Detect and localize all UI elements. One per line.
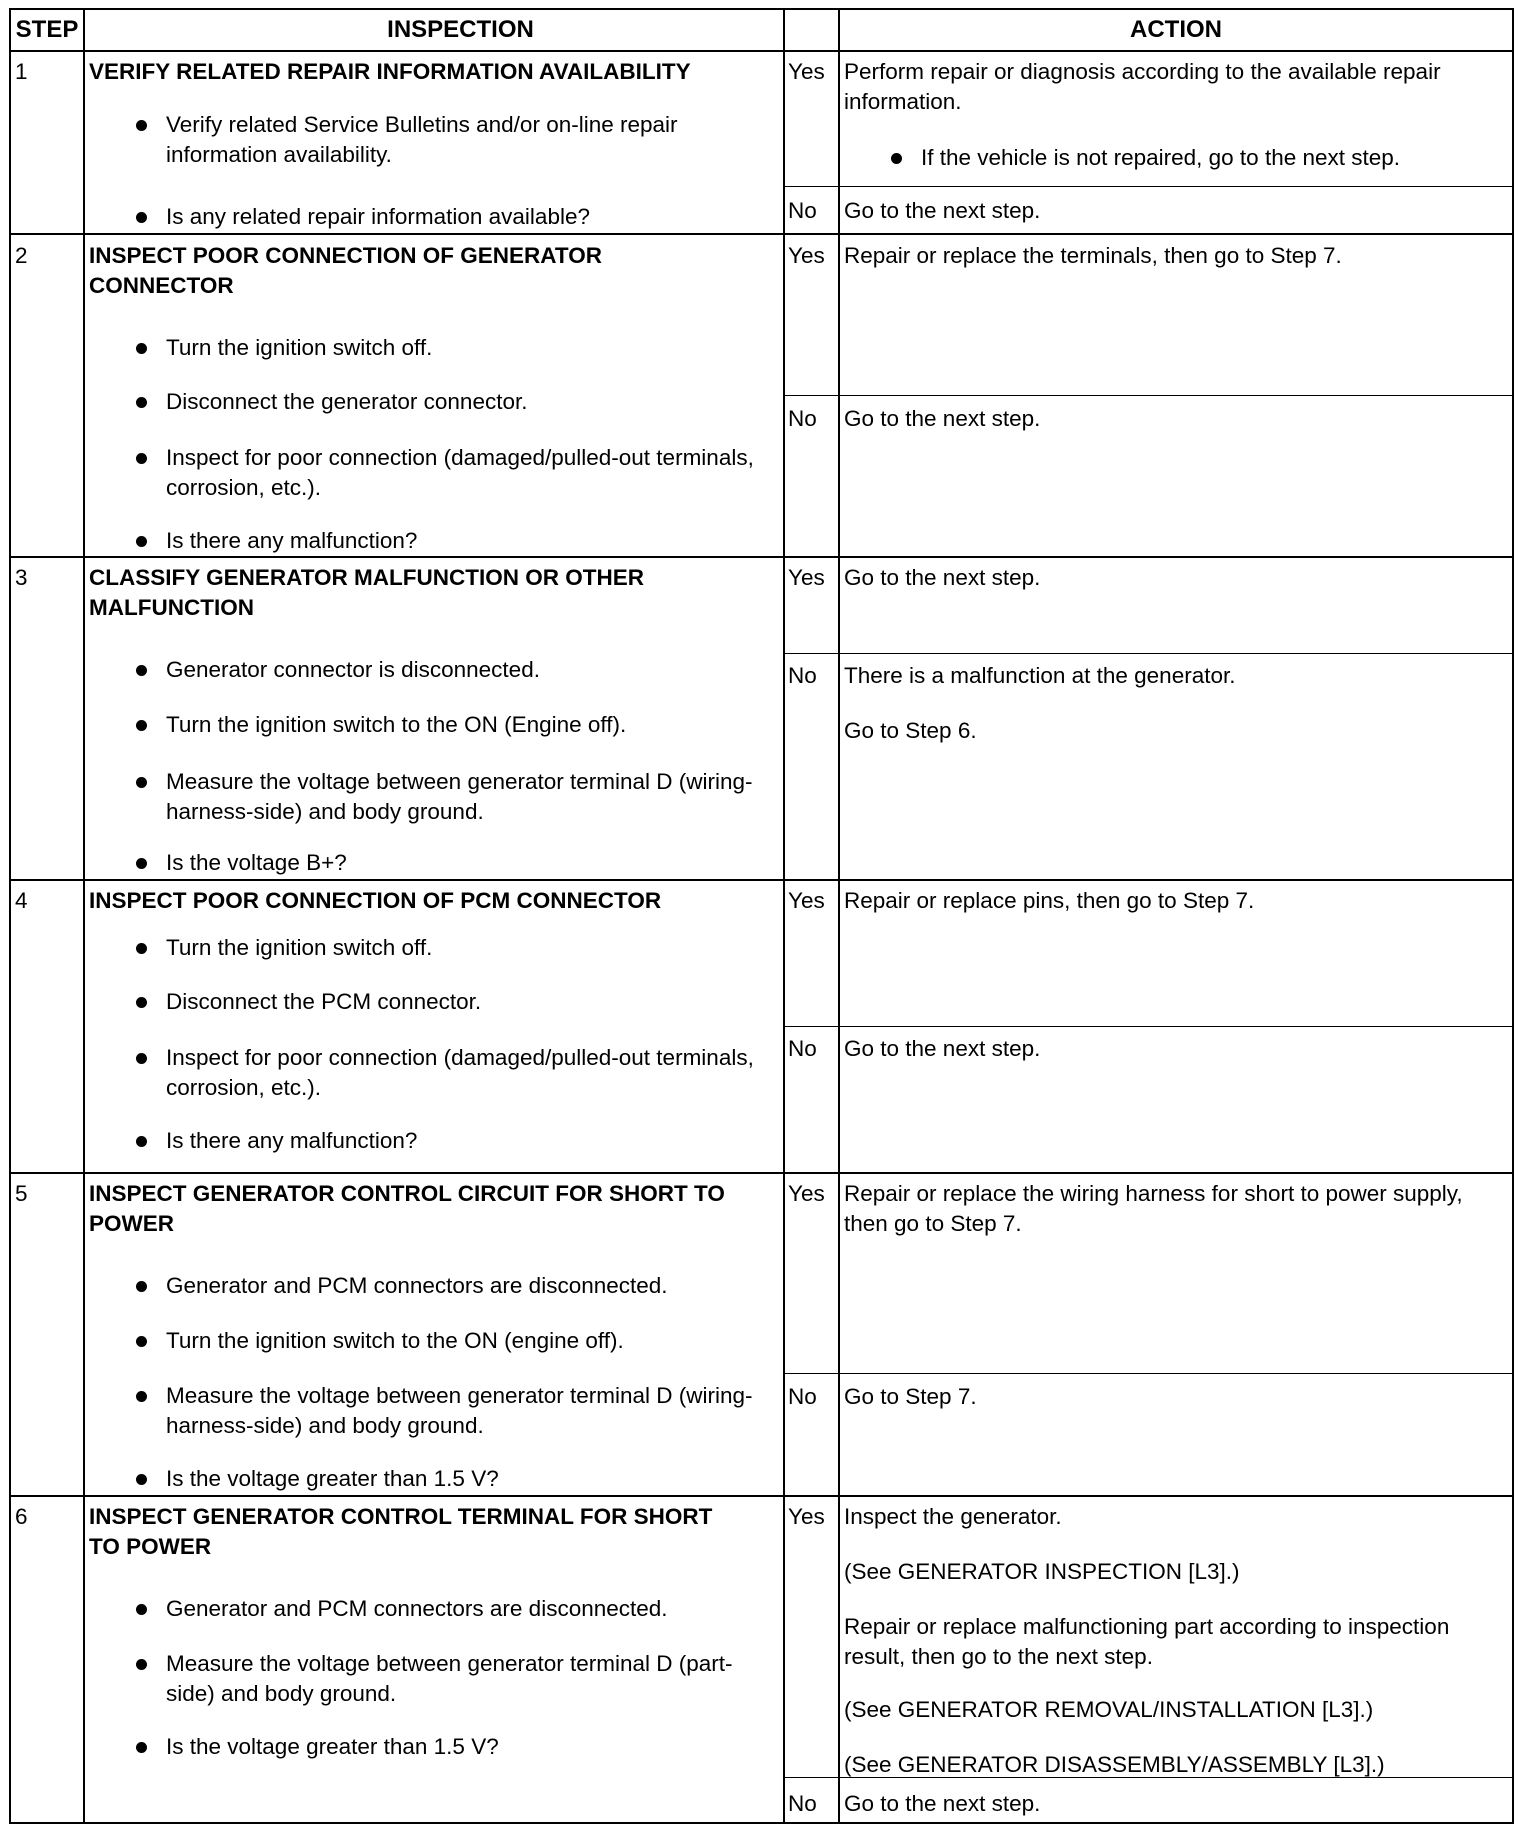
divider bbox=[783, 395, 1512, 396]
divider bbox=[11, 879, 1512, 881]
inspection-bullet: Disconnect the generator connector. bbox=[166, 389, 528, 414]
no-action: Go to the next step. bbox=[844, 198, 1041, 223]
bullet-icon bbox=[136, 536, 147, 547]
divider bbox=[11, 1495, 1512, 1497]
bullet-icon bbox=[136, 720, 147, 731]
yes-action: Go to the next step. bbox=[844, 565, 1041, 590]
inspection-bullet: Is the voltage B+? bbox=[166, 850, 347, 875]
no-label: No bbox=[788, 1036, 817, 1061]
inspection-bullet: Turn the ignition switch off. bbox=[166, 335, 433, 360]
inspection-bullet: Is there any malfunction? bbox=[166, 1128, 418, 1153]
divider bbox=[783, 1026, 1512, 1027]
bullet-icon bbox=[136, 1281, 147, 1292]
no-action: Go to the next step. bbox=[844, 1036, 1041, 1061]
bullet-icon bbox=[136, 665, 147, 676]
inspection-bullet: Measure the voltage between generator terminal D (part-side) and body ground. bbox=[166, 1651, 733, 1706]
no-label: No bbox=[788, 1791, 817, 1816]
divider bbox=[83, 10, 85, 1822]
no-action: There is a malfunction at the generator. bbox=[844, 663, 1236, 688]
inspection-bullet: Inspect for poor connection (damaged/pulled-out terminals, corrosion, etc.). bbox=[166, 1045, 754, 1100]
bullet-icon bbox=[136, 1742, 147, 1753]
bullet-icon bbox=[136, 397, 147, 408]
divider bbox=[783, 653, 1512, 654]
bullet-icon bbox=[136, 120, 147, 131]
bullet-icon bbox=[136, 343, 147, 354]
troubleshooting-table bbox=[9, 8, 1514, 1824]
step-title: INSPECT GENERATOR CONTROL TERMINAL FOR SHORT TO POWER bbox=[89, 1504, 713, 1559]
no-action: Go to Step 6. bbox=[844, 718, 977, 743]
inspection-bullet: Is the voltage greater than 1.5 V? bbox=[166, 1734, 499, 1759]
no-label: No bbox=[788, 406, 817, 431]
no-action: Go to Step 7. bbox=[844, 1384, 977, 1409]
no-action: Go to the next step. bbox=[844, 1791, 1041, 1816]
bullet-icon bbox=[136, 1336, 147, 1347]
bullet-icon bbox=[136, 1391, 147, 1402]
divider bbox=[783, 10, 785, 1822]
yes-label: Yes bbox=[788, 1504, 825, 1529]
divider bbox=[11, 1172, 1512, 1174]
header-step: STEP bbox=[15, 16, 79, 43]
divider bbox=[11, 50, 1512, 52]
divider bbox=[783, 186, 1512, 187]
inspection-bullet: Is any related repair information available? bbox=[166, 204, 590, 229]
bullet-icon bbox=[891, 153, 902, 164]
inspection-bullet: Generator connector is disconnected. bbox=[166, 657, 540, 682]
yes-action: (See GENERATOR DISASSEMBLY/ASSEMBLY [L3].) bbox=[844, 1752, 1385, 1777]
yes-label: Yes bbox=[788, 1181, 825, 1206]
no-label: No bbox=[788, 1384, 817, 1409]
step-number: 2 bbox=[15, 243, 28, 268]
step-title: INSPECT POOR CONNECTION OF PCM CONNECTOR bbox=[89, 888, 662, 913]
inspection-bullet: Turn the ignition switch to the ON (engine off). bbox=[166, 1328, 624, 1353]
divider bbox=[783, 1373, 1512, 1374]
inspection-bullet: Turn the ignition switch off. bbox=[166, 935, 433, 960]
bullet-icon bbox=[136, 1053, 147, 1064]
inspection-bullet: Verify related Service Bulletins and/or on-line repair information availability. bbox=[166, 112, 678, 167]
header-action: ACTION bbox=[1130, 16, 1222, 43]
no-label: No bbox=[788, 663, 817, 688]
inspection-bullet: Inspect for poor connection (damaged/pulled-out terminals, corrosion, etc.). bbox=[166, 445, 754, 500]
step-title: INSPECT POOR CONNECTION OF GENERATOR CONNECTOR bbox=[89, 243, 602, 298]
step-number: 6 bbox=[15, 1504, 28, 1529]
yes-action: Perform repair or diagnosis according to the available repair information. bbox=[844, 59, 1441, 114]
inspection-bullet: Generator and PCM connectors are disconnected. bbox=[166, 1596, 668, 1621]
step-title: INSPECT GENERATOR CONTROL CIRCUIT FOR SHORT TO POWER bbox=[89, 1181, 725, 1236]
step-number: 1 bbox=[15, 59, 28, 84]
yes-action: Inspect the generator. bbox=[844, 1504, 1062, 1529]
step-number: 4 bbox=[15, 888, 28, 913]
yes-label: Yes bbox=[788, 565, 825, 590]
inspection-bullet: Is there any malfunction? bbox=[166, 528, 418, 553]
inspection-bullet: Disconnect the PCM connector. bbox=[166, 989, 482, 1014]
no-action: Go to the next step. bbox=[844, 406, 1041, 431]
bullet-icon bbox=[136, 858, 147, 869]
yes-action: (See GENERATOR INSPECTION [L3].) bbox=[844, 1559, 1240, 1584]
divider bbox=[11, 233, 1512, 235]
yes-label: Yes bbox=[788, 243, 825, 268]
divider bbox=[838, 10, 840, 1822]
yes-action: Repair or replace the terminals, then go to Step 7. bbox=[844, 243, 1342, 268]
yes-label: Yes bbox=[788, 59, 825, 84]
bullet-icon bbox=[136, 1604, 147, 1615]
inspection-bullet: Measure the voltage between generator terminal D (wiring-harness-side) and body ground. bbox=[166, 1383, 753, 1438]
header-inspection: INSPECTION bbox=[387, 16, 534, 43]
yes-action: (See GENERATOR REMOVAL/INSTALLATION [L3].) bbox=[844, 1697, 1374, 1722]
bullet-icon bbox=[136, 777, 147, 788]
inspection-bullet: Measure the voltage between generator terminal D (wiring-harness-side) and body ground. bbox=[166, 769, 753, 824]
yes-action: Repair or replace malfunctioning part according to inspection result, then go to the next step. bbox=[844, 1614, 1450, 1669]
no-label: No bbox=[788, 198, 817, 223]
yes-label: Yes bbox=[788, 888, 825, 913]
bullet-icon bbox=[136, 212, 147, 223]
yes-action: Repair or replace pins, then go to Step 7. bbox=[844, 888, 1255, 913]
divider bbox=[11, 556, 1512, 558]
bullet-icon bbox=[136, 1474, 147, 1485]
bullet-icon bbox=[136, 453, 147, 464]
yes-action: Repair or replace the wiring harness for short to power supply, then go to Step 7. bbox=[844, 1181, 1463, 1236]
step-number: 3 bbox=[15, 565, 28, 590]
bullet-icon bbox=[136, 1136, 147, 1147]
inspection-bullet: Generator and PCM connectors are disconnected. bbox=[166, 1273, 668, 1298]
action-bullet: If the vehicle is not repaired, go to the next step. bbox=[921, 145, 1401, 170]
step-title: VERIFY RELATED REPAIR INFORMATION AVAILABILITY bbox=[89, 59, 691, 84]
bullet-icon bbox=[136, 943, 147, 954]
bullet-icon bbox=[136, 1659, 147, 1670]
inspection-bullet: Is the voltage greater than 1.5 V? bbox=[166, 1466, 499, 1491]
step-title: CLASSIFY GENERATOR MALFUNCTION OR OTHER MALFUNCTION bbox=[89, 565, 645, 620]
bullet-icon bbox=[136, 997, 147, 1008]
step-number: 5 bbox=[15, 1181, 28, 1206]
inspection-bullet: Turn the ignition switch to the ON (Engine off). bbox=[166, 712, 627, 737]
